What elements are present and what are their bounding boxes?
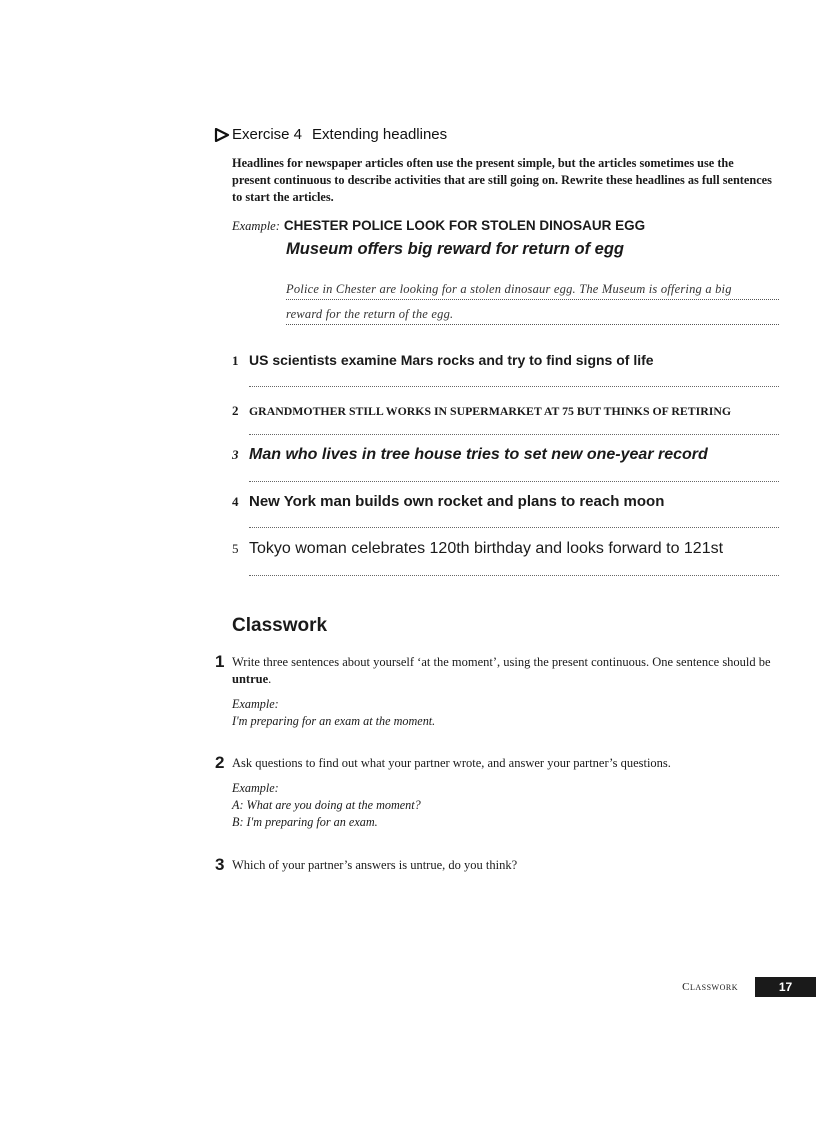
page-number-badge: 17	[755, 977, 816, 997]
item-number: 5	[232, 541, 239, 556]
headline-item-3	[232, 446, 708, 464]
task-example	[232, 780, 775, 831]
exercise-number: Exercise 4	[232, 126, 303, 143]
exercise-instructions: Headlines for newspaper articles often use the present simple, but the articles sometimes use the present continuous to describe activities that are still going on. Rewrite these headlines as full sentences to start the articles.	[232, 156, 772, 204]
example-subheadline: Museum offers big reward for return of egg	[286, 240, 624, 258]
footer-section-label: Classwork	[682, 981, 738, 993]
task-text	[232, 654, 775, 688]
answer-line[interactable]	[249, 575, 779, 576]
item-headline: New York man builds own rocket and plans to reach moon	[249, 493, 665, 510]
classwork-task-2	[215, 755, 775, 831]
item-headline: Man who lives in tree house tries to set new one-year record	[249, 446, 708, 463]
headline-item-4	[232, 493, 664, 510]
example-label: Example:	[232, 697, 279, 711]
task-number: 3	[215, 855, 225, 874]
example-label: Example:	[232, 219, 280, 233]
classwork-task-3	[215, 857, 775, 874]
item-headline: GRANDMOTHER STILL WORKS IN SUPERMARKET AT 75 BUT THINKS OF RETIRING	[249, 404, 732, 418]
item-headline: US scientists examine Mars rocks and try to find signs of life	[249, 352, 654, 368]
example-answer-text: reward for the return of the egg.	[286, 307, 454, 321]
example-line: B: I'm preparing for an exam.	[232, 815, 378, 829]
example-line: A: What are you doing at the moment?	[232, 798, 421, 812]
task-text: Which of your partner’s answers is untrue, do you think?	[232, 858, 518, 872]
exercise-heading	[214, 126, 447, 143]
answer-line[interactable]	[249, 434, 779, 435]
exercise-title: Extending headlines	[312, 126, 448, 143]
item-number: 1	[232, 353, 239, 368]
example-line: I'm preparing for an exam at the moment.	[232, 714, 436, 728]
task-text-part: .	[268, 672, 272, 686]
task-text-part: Write three sentences about yourself ‘at the moment’, using the present continuous. One sentence should be	[232, 655, 771, 669]
answer-line[interactable]	[249, 386, 779, 387]
task-text: Ask questions to find out what your partner wrote, and answer your partner’s questions.	[232, 756, 671, 770]
classwork-task-1	[215, 654, 775, 730]
example-line	[232, 218, 645, 234]
headline-item-5	[232, 540, 723, 558]
example-headline: CHESTER POLICE LOOK FOR STOLEN DINOSAUR EGG	[283, 218, 646, 233]
task-example	[232, 696, 775, 730]
answer-line[interactable]	[249, 527, 779, 528]
task-number: 2	[215, 753, 225, 772]
task-text-emphasis: untrue	[232, 672, 269, 686]
item-number: 2	[232, 403, 239, 418]
example-answer-text: Police in Chester are looking for a stolen dinosaur egg. The Museum is offering a big	[286, 282, 732, 296]
item-number: 4	[232, 494, 239, 509]
item-number: 3	[232, 447, 239, 462]
headline-item-2	[232, 403, 731, 419]
answer-line[interactable]	[249, 481, 779, 482]
task-number: 1	[215, 652, 225, 671]
section-title: Classwork	[232, 615, 328, 636]
example-answer-line	[286, 280, 779, 300]
example-label: Example:	[232, 781, 279, 795]
arrow-bullet-icon	[214, 128, 230, 142]
item-headline: Tokyo woman celebrates 120th birthday and looks forward to 121st	[249, 540, 724, 557]
headline-item-1	[232, 352, 654, 369]
example-answer-line	[286, 305, 779, 325]
